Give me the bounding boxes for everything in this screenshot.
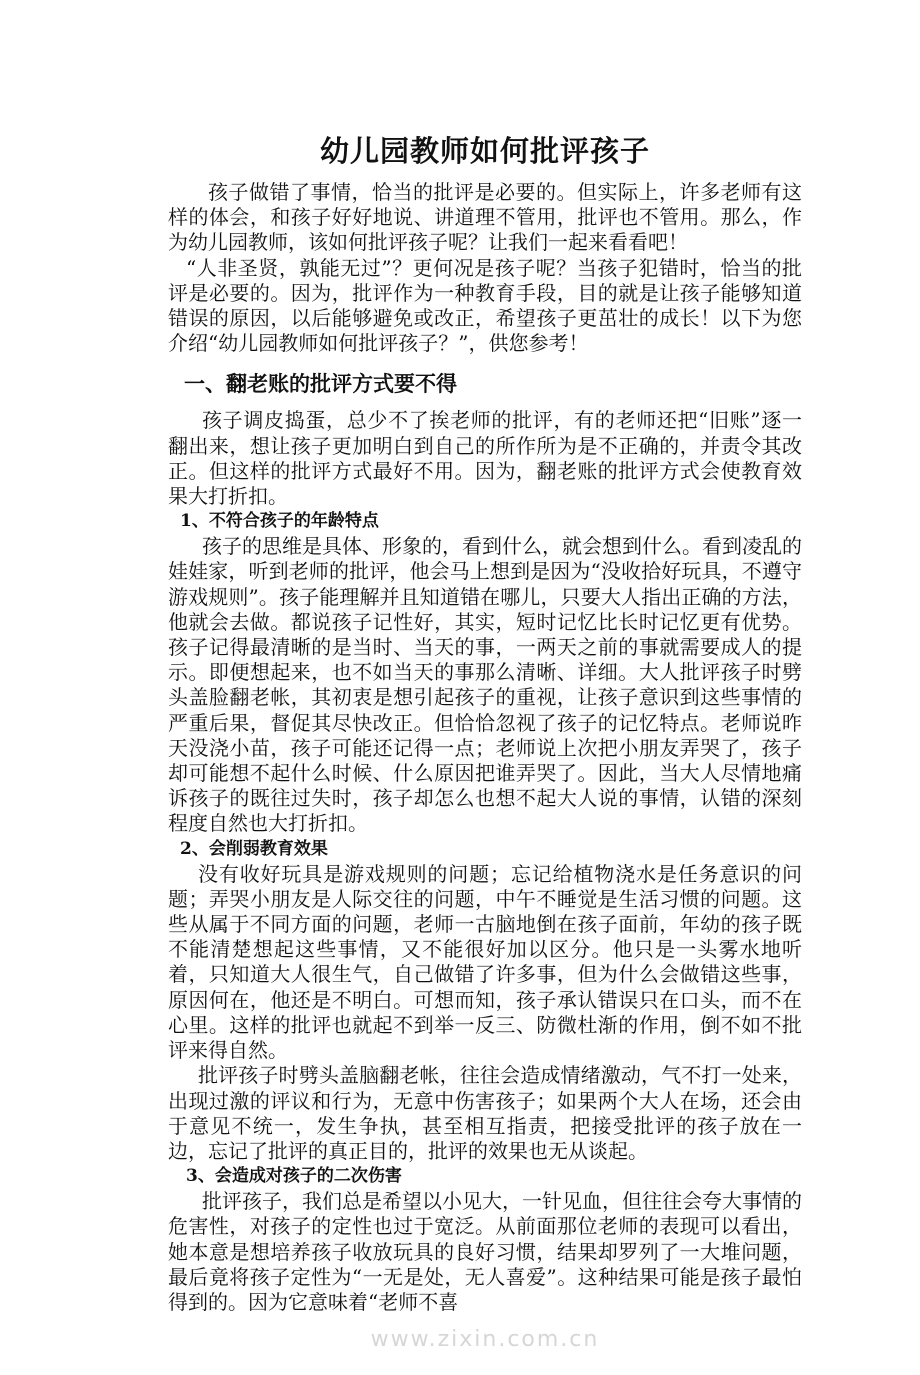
- document-page: [168, 0, 802, 1375]
- point-1-paragraph: 孩子的思维是具体、形象的，看到什么，就会想到什么。看到凌乱的娃娃家，听到老师的批评，他会马上想到是因为“没收拾好玩具，不遵守游戏规则”。孩子能理解并且知道错在哪儿，只要大人指出正确的方法，他就会去做。都说孩子记性好，其实，短时记忆比长时记忆更有优势。孩子记得最清晰的是当时、当天的事，一两天之前的事就需要成人的提示。即便想起来，也不如当天的事那么清晰、详细。大人批评孩子时劈头盖脸翻老帐，其初衷是想引起孩子的重视，让孩子意识到这些事情的严重后果，督促其尽快改正。但恰恰忽视了孩子的记忆特点。老师说昨天没浇小苗，孩子可能还记得一点；老师说上次把小朋友弄哭了，孩子却可能想不起什么时候、什么原因把谁弄哭了。因此，当大人尽情地痛诉孩子的既往过失时，孩子却怎么也想不起大人说的事情，认错的深刻程度自然也大打折扣。: [168, 534, 802, 836]
- point-heading-3: 3、会造成对孩子的二次伤害: [186, 1166, 402, 1187]
- point-2-paragraph-2: 批评孩子时劈头盖脑翻老帐，往往会造成情绪激动，气不打一处来，出现过激的评议和行为，无意中伤害孩子；如果两个大人在场，还会由于意见不统一，发生争执，甚至相互指责，把接受批评的孩子放在一边，忘记了批评的真正目的，批评的效果也无从谈起。: [168, 1063, 802, 1163]
- watermark: www.zixin.com.cn: [370, 1327, 600, 1353]
- section-intro-paragraph: 孩子调皮捣蛋，总少不了挨老师的批评，有的老师还把“旧账”逐一翻出来，想让孩子更加明白到自己的所作所为是不正确的，并责令其改正。但这样的批评方式最好不用。因为，翻老账的批评方式会使教育效果大打折扣。: [168, 408, 802, 509]
- point-heading-2: 2、会削弱教育效果: [180, 838, 328, 859]
- document-title: 幼儿园教师如何批评孩子: [319, 134, 650, 168]
- section-heading: 一、翻老账的批评方式要不得: [184, 372, 457, 397]
- point-2-paragraph-1: 没有收好玩具是游戏规则的问题；忘记给植物浇水是任务意识的问题；弄哭小朋友是人际交往的问题，中午不睡觉是生活习惯的问题。这些从属于不同方面的问题，老师一古脑地倒在孩子面前，年幼的孩子既不能清楚想起这些事情，又不能很好加以区分。他只是一头雾水地听着，只知道大人很生气，自己做错了许多事，但为什么会做错这些事，原因何在，他还是不明白。可想而知，孩子承认错误只在口头，而不在心里。这样的批评也就起不到举一反三、防微杜渐的作用，倒不如不批评来得自然。: [168, 861, 802, 1063]
- point-3-paragraph: 批评孩子，我们总是希望以小见大，一针见血，但往往会夸大事情的危害性，对孩子的定性也过于宽泛。从前面那位老师的表现可以看出，她本意是想培养孩子收放玩具的良好习惯，结果却罗列了一大堆问题，最后竟将孩子定性为“一无是处，无人喜爱”。这种结果可能是孩子最怕得到的。因为它意味着“老师不喜: [168, 1189, 802, 1314]
- point-heading-1: 1、不符合孩子的年龄特点: [180, 511, 379, 532]
- intro-paragraph-1: 孩子做错了事情，恰当的批评是必要的。但实际上，许多老师有这样的体会，和孩子好好地说、讲道理不管用，批评也不管用。那么，作为幼儿园教师，该如何批评孩子呢？让我们一起来看看吧！: [168, 180, 802, 255]
- intro-paragraph-2: “人非圣贤，孰能无过”？更何况是孩子呢？当孩子犯错时，恰当的批评是必要的。因为，批评作为一种教育手段，目的就是让孩子能够知道错误的原因，以后能够避免或改正，希望孩子更茁壮的成长！以下为您介绍“幼儿园教师如何批评孩子？”，供您参考！: [168, 255, 802, 356]
